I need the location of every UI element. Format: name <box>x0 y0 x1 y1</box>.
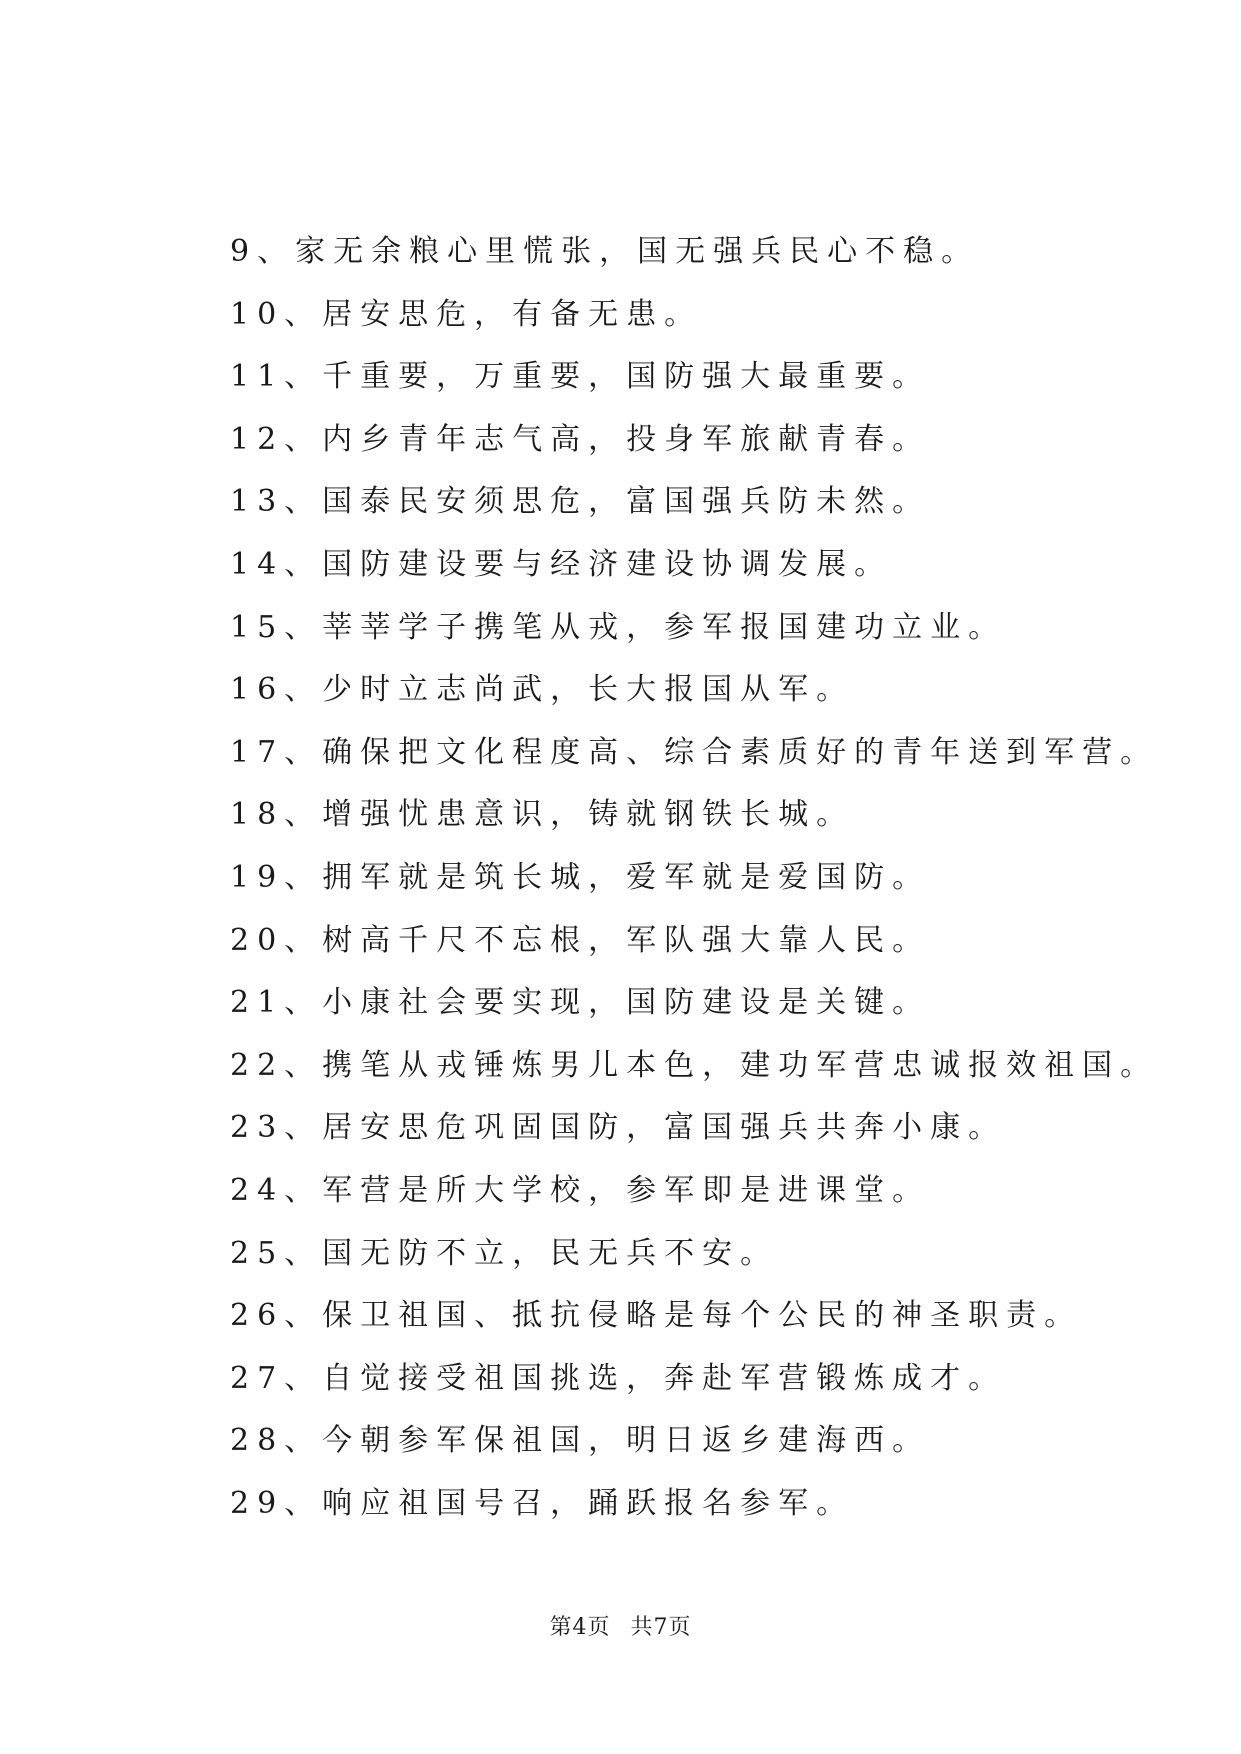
slogan-item: 22、携笔从戎锤炼男儿本色，建功军营忠诚报效祖国。 <box>230 1047 1159 1083</box>
slogan-list <box>230 234 1158 1548</box>
slogan-item: 10、居安思危，有备无患。 <box>230 296 703 332</box>
page-number: 第4页 <box>549 1615 611 1640</box>
slogan-item: 9、家无余粮心里慌张，国无强兵民心不稳。 <box>230 234 980 269</box>
slogan-item: 25、国无防不立，民无兵不安。 <box>230 1235 779 1271</box>
slogan-item: 20、树高千尺不忘根，军队强大靠人民。 <box>230 922 931 958</box>
page-total: 共7页 <box>630 1615 692 1640</box>
slogan-item: 29、响应祖国号召，踊跃报名参军。 <box>230 1485 855 1521</box>
slogan-item: 16、少时立志尚武，长大报国从军。 <box>230 672 855 708</box>
slogan-item: 27、自觉接受祖国挑选，奔赴军营锻炼成才。 <box>230 1360 1007 1396</box>
slogan-item: 23、居安思危巩固国防，富国强兵共奔小康。 <box>230 1110 1007 1146</box>
slogan-item: 28、今朝参军保祖国，明日返乡建海西。 <box>230 1423 931 1459</box>
slogan-item: 13、国泰民安须思危，富国强兵防未然。 <box>230 484 931 520</box>
slogan-item: 21、小康社会要实现，国防建设是关键。 <box>230 985 931 1021</box>
page-footer <box>0 1610 1241 1641</box>
slogan-item: 18、增强忧患意识，铸就钢铁长城。 <box>230 797 855 833</box>
slogan-item: 12、内乡青年志气高，投身军旅献青春。 <box>230 421 931 457</box>
slogan-item: 11、千重要，万重要，国防强大最重要。 <box>230 359 931 395</box>
slogan-item: 14、国防建设要与经济建设协调发展。 <box>230 546 893 582</box>
slogan-item: 17、确保把文化程度高、综合素质好的青年送到军营。 <box>230 734 1159 770</box>
slogan-item: 15、莘莘学子携笔从戎，参军报国建功立业。 <box>230 609 1007 645</box>
slogan-item: 19、拥军就是筑长城，爱军就是爱国防。 <box>230 859 931 895</box>
slogan-item: 26、保卫祖国、抵抗侵略是每个公民的神圣职责。 <box>230 1298 1083 1334</box>
slogan-item: 24、军营是所大学校，参军即是进课堂。 <box>230 1172 931 1208</box>
